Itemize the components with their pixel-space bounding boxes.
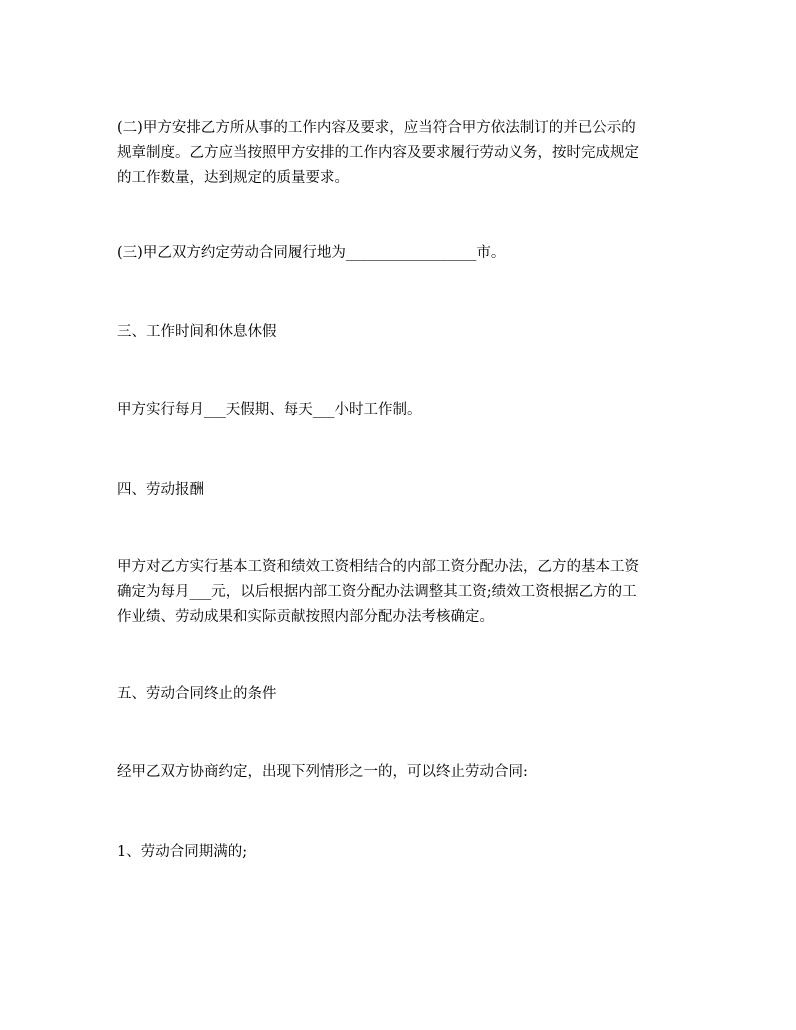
clause-2-2-line-1: (二)甲方安排乙方所从事的工作内容及要求，应当符合甲方依法制订的并已公示的 — [117, 120, 636, 136]
section-4-heading: 四、劳动报酬 — [117, 482, 204, 498]
clause-2-2-paragraph — [117, 116, 687, 191]
section-5-text: 经甲乙双方协商约定，出现下列情形之一的，可以终止劳动合同: — [117, 764, 528, 780]
section-4-line-3: 作业绩、劳动成果和实际贡献按照内部分配办法考核确定。 — [117, 609, 494, 625]
clause-2-2-line-2: 规章制度。乙方应当按照甲方安排的工作内容及要求履行劳动义务，按时完成规定 — [117, 145, 639, 161]
clause-2-2-line-3: 的工作数量，达到规定的质量要求。 — [117, 170, 349, 186]
section-5-item-1: 1、劳动合同期满的; — [117, 844, 248, 860]
section-3-heading: 三、工作时间和休息休假 — [117, 324, 277, 340]
section-4-line-2: 确定为每月___元，以后根据内部工资分配办法调整其工资;绩效工资根据乙方的工 — [117, 584, 637, 600]
section-3-text: 甲方实行每月___天假期、每天___小时工作制。 — [117, 402, 422, 418]
clause-2-3-paragraph: (三)甲乙双方约定劳动合同履行地为__________________市。 — [117, 245, 506, 261]
section-5-heading: 五、劳动合同终止的条件 — [117, 686, 277, 702]
section-4-paragraph — [117, 555, 687, 630]
section-4-line-1: 甲方对乙方实行基本工资和绩效工资相结合的内部工资分配办法，乙方的基本工资 — [117, 559, 639, 575]
